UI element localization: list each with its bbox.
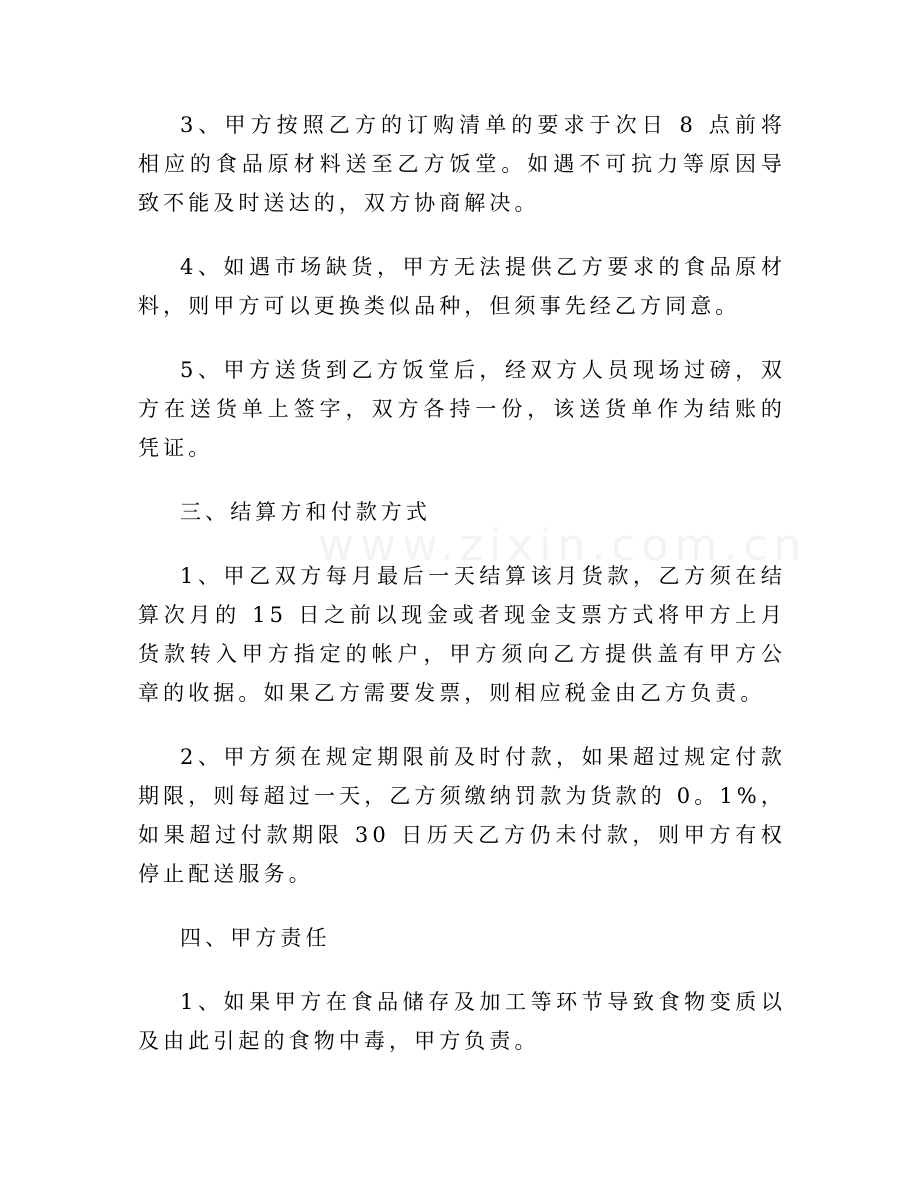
clause-1-food-safety: 1、如果甲方在食品储存及加工等环节导致食物变质以及由此引起的食物中毒，甲方负责。 xyxy=(138,990,786,1053)
clause-1-settlement: 1、甲乙双方每月最后一天结算该月货款，乙方须在结算次月的 15 日之前以现金或者现金支票方式将甲方上月货款转入甲方指定的帐户，甲方须向乙方提供盖有甲方公章的收据。如果乙方需要发票，则相应税金由乙方负责。 xyxy=(138,564,786,705)
clause-2-payment-deadline: 2、甲方须在规定期限前及时付款，如果超过规定付款期限，则每超过一天，乙方须缴纳罚款为货款的 0。1%，如果超过付款期限 30 日历天乙方仍未付款，则甲方有权停止配送服务。 xyxy=(138,745,786,886)
clause-5-weighing: 5、甲方送货到乙方饭堂后，经双方人员现场过磅，双方在送货单上签字，双方各持一份，该送货单作为结账的凭证。 xyxy=(138,358,786,460)
clause-4-shortage: 4、如遇市场缺货，甲方无法提供乙方要求的食品原材料，则甲方可以更换类似品种，但须事先经乙方同意。 xyxy=(138,255,786,318)
document-body xyxy=(138,106,786,1086)
section-heading-party-a-responsibility: 四、甲方责任 xyxy=(180,926,331,950)
clause-3-delivery: 3、甲方按照乙方的订购清单的要求于次日 8 点前将相应的食品原材料送至乙方饭堂。如遇不可抗力等原因导致不能及时送达的，双方协商解决。 xyxy=(138,113,786,215)
section-heading-settlement: 三、结算方和付款方式 xyxy=(180,500,431,524)
